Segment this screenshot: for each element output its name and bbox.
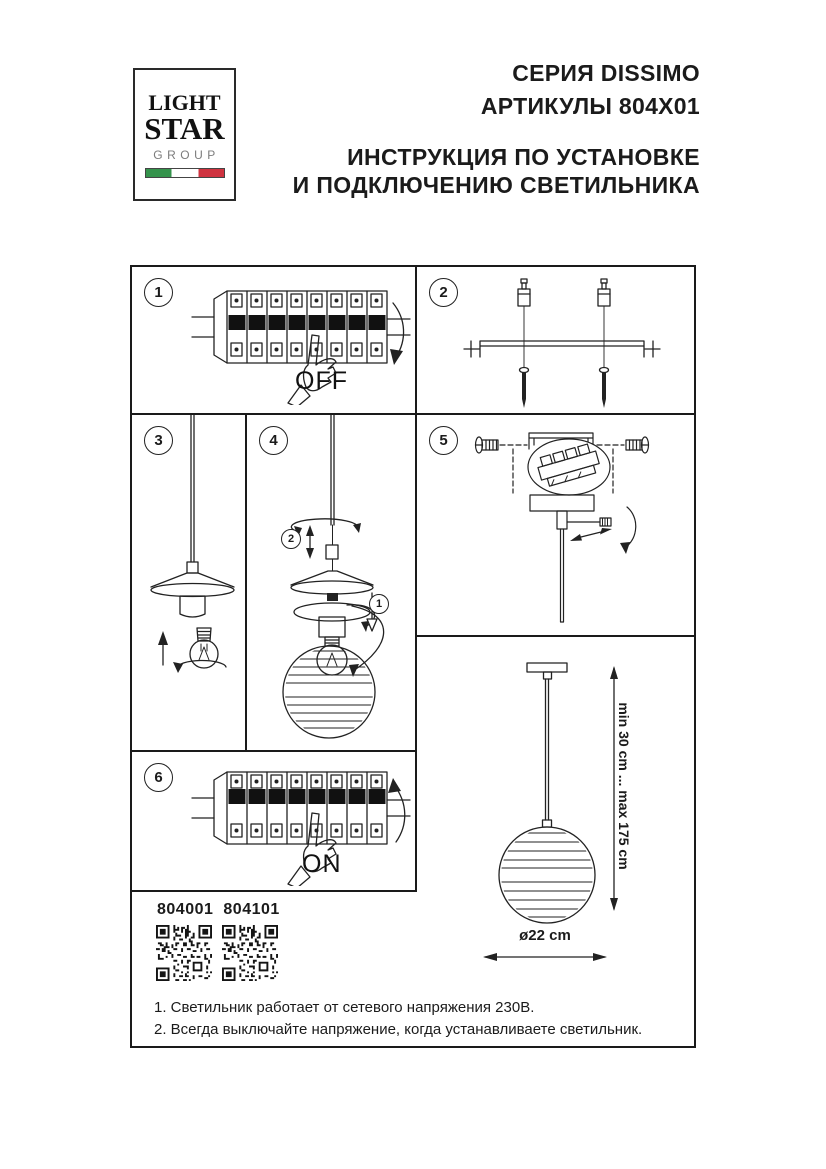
step-1-number: 1 [144,278,173,307]
step-4-number: 4 [259,426,288,455]
pendant-dimensions-drawing [417,637,694,1046]
instruction-line-1: ИНСТРУКЦИЯ ПО УСТАНОВКЕ [347,144,700,170]
arrow-down-icon [390,303,404,365]
step-6-panel [132,752,417,892]
product-codes [156,901,280,981]
safety-notes [154,997,686,1041]
product-code-label: 804101 [223,901,280,918]
ceiling-plate [527,663,567,672]
series-title: СЕРИЯ DISSIMO [512,60,700,86]
step-4-panel [247,415,417,752]
lightstar-logo [133,68,236,201]
header-titles [293,57,700,199]
slide-arrow-icon [570,528,612,541]
step-1-panel [132,267,417,415]
step-2-number: 2 [429,278,458,307]
step-5-number: 5 [429,426,458,455]
grub-screw-icon [567,518,611,526]
rotate-arrow-icon [291,519,361,537]
canopy-mounting-drawing [417,415,694,637]
product-804101 [222,901,279,981]
circuit-breaker-on-drawing [182,758,412,886]
instruction-heading [293,143,700,199]
diameter-label: ø22 cm [519,927,571,944]
wall-anchor-left [518,279,530,306]
assembly-exploded-drawing [247,415,417,752]
articles-title: АРТИКУЛЫ 804X01 [480,93,700,119]
diameter-dimension-line [483,953,607,961]
rotate-arrow-icon [620,507,636,554]
up-down-arrow-icon [306,525,314,559]
instruction-grid [130,265,696,1048]
arrow-up-icon [388,778,405,842]
callout-2: 2 [281,529,301,549]
screw-left [520,368,529,409]
qr-code-804101 [222,925,278,981]
instruction-line-2: И ПОДКЛЮЧЕНИЮ СВЕТИЛЬНИКА [292,172,700,198]
shade [151,573,234,617]
italian-flag-bar [145,168,225,178]
dimension-drawing [417,637,694,1046]
cord [331,415,334,525]
mounting-bracket-drawing [452,275,672,410]
callout-1: 1 [369,594,389,614]
canopy [530,495,594,511]
logo-light-text: LIGHT [148,90,221,115]
cord [191,415,194,562]
pendant-lamp-drawing [132,415,247,752]
terminal-block-magnifier [528,439,610,495]
step-6-number: 6 [144,763,173,792]
socket [319,617,345,637]
cord-adjuster [326,545,338,559]
screw-left [476,437,499,453]
screw-right [626,437,649,453]
logo-star-text: STAR [144,111,225,146]
product-code-label: 804001 [157,901,214,918]
step-5-panel [417,415,694,637]
suspension-rod [546,679,549,820]
canopy-shade [291,571,373,594]
product-804001 [156,901,213,981]
step-2-panel [417,267,694,415]
stem [557,511,567,529]
off-label: OFF [295,367,348,395]
ribbed-globe-shade [495,827,599,923]
curved-insert-arrow-icon [349,606,384,677]
note-1: 1. Светильник работает от сетевого напряжения 230В. [154,999,535,1016]
note-2: 2. Всегда выключайте напряжение, когда устанавливаете светильник. [154,1021,643,1038]
height-range-label: min 30 cm ... max 175 cm [616,702,632,870]
arrow-up-icon [158,631,168,665]
step-3-panel [132,415,247,752]
wall-anchor-right [598,279,610,306]
logo-group-text: GROUP [153,148,220,162]
rod [561,529,564,622]
step-3-number: 3 [144,426,173,455]
qr-code-804001 [156,925,212,981]
bracket-bar [464,341,660,357]
on-label: ON [302,850,342,878]
light-bulb-icon [317,637,347,675]
screw-right [600,368,609,409]
